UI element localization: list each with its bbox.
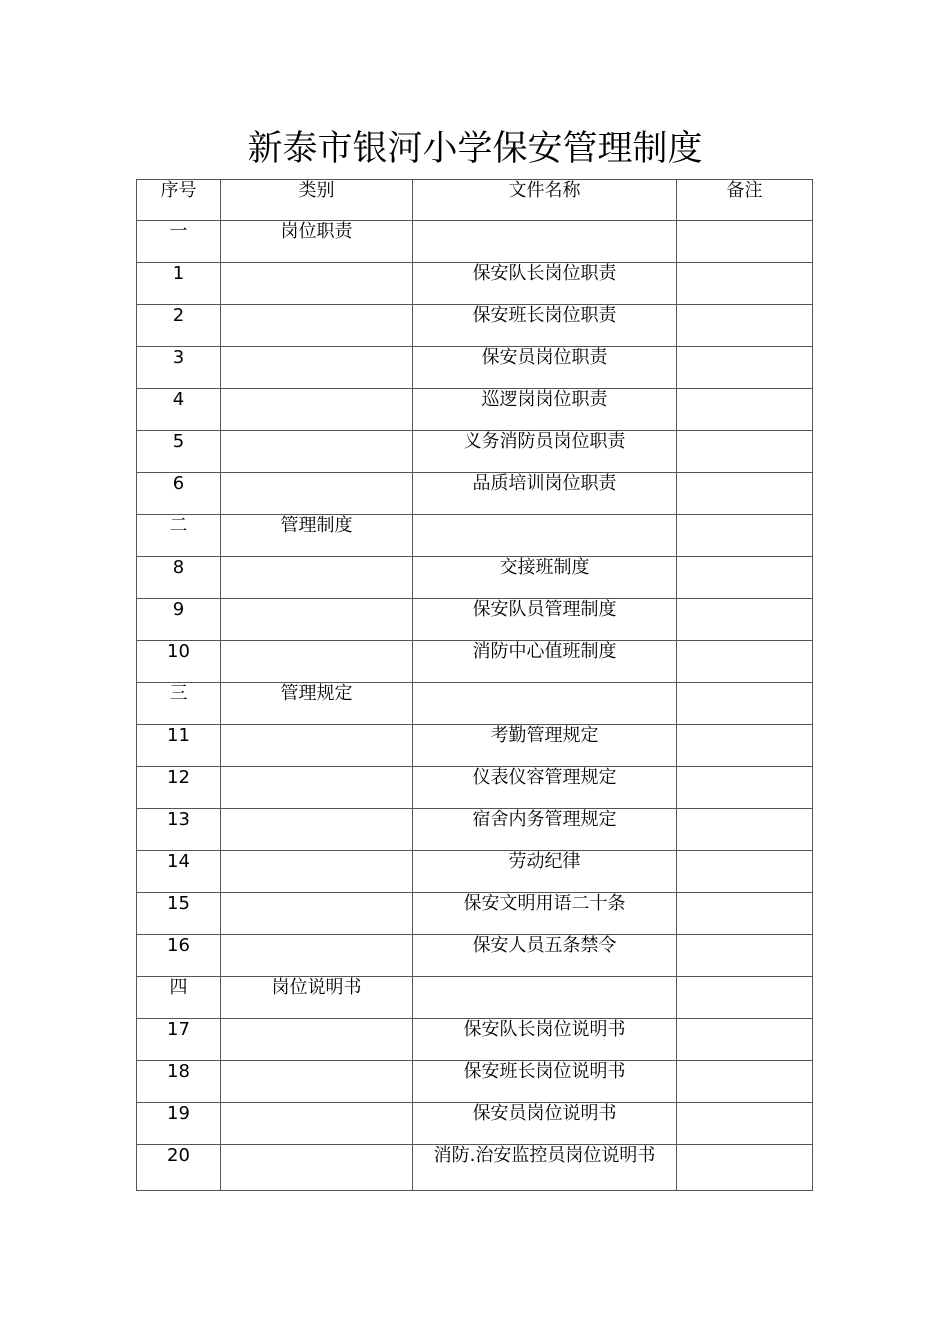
row-category (221, 431, 413, 473)
row-no: 16 (137, 935, 221, 977)
row-category (221, 767, 413, 809)
table-row (137, 725, 813, 767)
row-no: 18 (137, 1061, 221, 1103)
row-remark (677, 1061, 813, 1103)
row-no: 8 (137, 557, 221, 599)
row-file-name: 品质培训岗位职责 (413, 473, 677, 515)
table-row (137, 1061, 813, 1103)
row-no: 4 (137, 389, 221, 431)
row-file-name (413, 977, 677, 1019)
row-file-name: 保安班长岗位说明书 (413, 1061, 677, 1103)
row-remark (677, 977, 813, 1019)
row-file-name: 保安员岗位说明书 (413, 1103, 677, 1145)
row-category (221, 1145, 413, 1191)
regulation-table (136, 179, 813, 1191)
header-category: 类别 (221, 180, 413, 221)
row-category: 岗位职责 (221, 221, 413, 263)
row-file-name: 保安班长岗位职责 (413, 305, 677, 347)
row-remark (677, 389, 813, 431)
row-category (221, 305, 413, 347)
row-category: 管理制度 (221, 515, 413, 557)
row-category (221, 557, 413, 599)
row-no: 1 (137, 263, 221, 305)
table-row (137, 851, 813, 893)
table-row (137, 1019, 813, 1061)
row-file-name: 交接班制度 (413, 557, 677, 599)
row-category (221, 347, 413, 389)
table-row (137, 389, 813, 431)
row-category (221, 389, 413, 431)
header-file-name: 文件名称 (413, 180, 677, 221)
row-category (221, 641, 413, 683)
row-no: 19 (137, 1103, 221, 1145)
document-title: 新泰市银河小学保安管理制度 (247, 129, 703, 169)
table-row (137, 893, 813, 935)
row-no: 四 (137, 977, 221, 1019)
table-row (137, 221, 813, 263)
row-category (221, 1061, 413, 1103)
row-file-name: 保安队员管理制度 (413, 599, 677, 641)
table-row (137, 347, 813, 389)
row-file-name: 巡逻岗岗位职责 (413, 389, 677, 431)
table-row (137, 767, 813, 809)
row-file-name: 消防.治安监控员岗位说明书 (413, 1145, 677, 1191)
table-row (137, 473, 813, 515)
row-no: 20 (137, 1145, 221, 1191)
row-category: 管理规定 (221, 683, 413, 725)
row-remark (677, 641, 813, 683)
header-remark: 备注 (677, 180, 813, 221)
table-row (137, 683, 813, 725)
row-category (221, 725, 413, 767)
row-category (221, 935, 413, 977)
row-file-name: 保安人员五条禁令 (413, 935, 677, 977)
row-file-name: 保安队长岗位说明书 (413, 1019, 677, 1061)
row-file-name (413, 683, 677, 725)
row-no: 11 (137, 725, 221, 767)
row-category (221, 893, 413, 935)
row-file-name: 消防中心值班制度 (413, 641, 677, 683)
table-row (137, 935, 813, 977)
table-row (137, 599, 813, 641)
table-row (137, 1145, 813, 1191)
table-row (137, 263, 813, 305)
row-no: 3 (137, 347, 221, 389)
row-category (221, 1103, 413, 1145)
row-remark (677, 305, 813, 347)
row-remark (677, 347, 813, 389)
header-no: 序号 (137, 180, 221, 221)
table-row (137, 977, 813, 1019)
row-no: 一 (137, 221, 221, 263)
row-file-name: 保安文明用语二十条 (413, 893, 677, 935)
row-category (221, 1019, 413, 1061)
table-header-row (137, 180, 813, 221)
row-file-name (413, 221, 677, 263)
table-row (137, 431, 813, 473)
row-remark (677, 1103, 813, 1145)
row-file-name: 保安队长岗位职责 (413, 263, 677, 305)
row-category (221, 809, 413, 851)
row-remark (677, 725, 813, 767)
row-no: 9 (137, 599, 221, 641)
row-remark (677, 263, 813, 305)
row-remark (677, 557, 813, 599)
row-remark (677, 1145, 813, 1191)
row-no: 13 (137, 809, 221, 851)
row-category (221, 599, 413, 641)
row-no: 12 (137, 767, 221, 809)
row-remark (677, 221, 813, 263)
row-no: 15 (137, 893, 221, 935)
table-row (137, 305, 813, 347)
row-no: 5 (137, 431, 221, 473)
row-category (221, 263, 413, 305)
row-remark (677, 809, 813, 851)
row-category (221, 851, 413, 893)
row-remark (677, 431, 813, 473)
row-remark (677, 599, 813, 641)
row-no: 14 (137, 851, 221, 893)
row-remark (677, 893, 813, 935)
row-no: 二 (137, 515, 221, 557)
row-file-name: 义务消防员岗位职责 (413, 431, 677, 473)
row-remark (677, 767, 813, 809)
row-remark (677, 683, 813, 725)
table-row (137, 809, 813, 851)
table-row (137, 641, 813, 683)
row-file-name (413, 515, 677, 557)
row-remark (677, 851, 813, 893)
row-no: 2 (137, 305, 221, 347)
table-row (137, 1103, 813, 1145)
row-remark (677, 1019, 813, 1061)
table-row (137, 557, 813, 599)
row-remark (677, 515, 813, 557)
row-no: 10 (137, 641, 221, 683)
row-category: 岗位说明书 (221, 977, 413, 1019)
row-file-name: 劳动纪律 (413, 851, 677, 893)
row-no: 6 (137, 473, 221, 515)
row-no: 三 (137, 683, 221, 725)
table-body (137, 221, 813, 1191)
row-remark (677, 935, 813, 977)
row-file-name: 考勤管理规定 (413, 725, 677, 767)
row-no: 17 (137, 1019, 221, 1061)
row-category (221, 473, 413, 515)
row-remark (677, 473, 813, 515)
row-file-name: 保安员岗位职责 (413, 347, 677, 389)
row-file-name: 仪表仪容管理规定 (413, 767, 677, 809)
row-file-name: 宿舍内务管理规定 (413, 809, 677, 851)
table-row (137, 515, 813, 557)
